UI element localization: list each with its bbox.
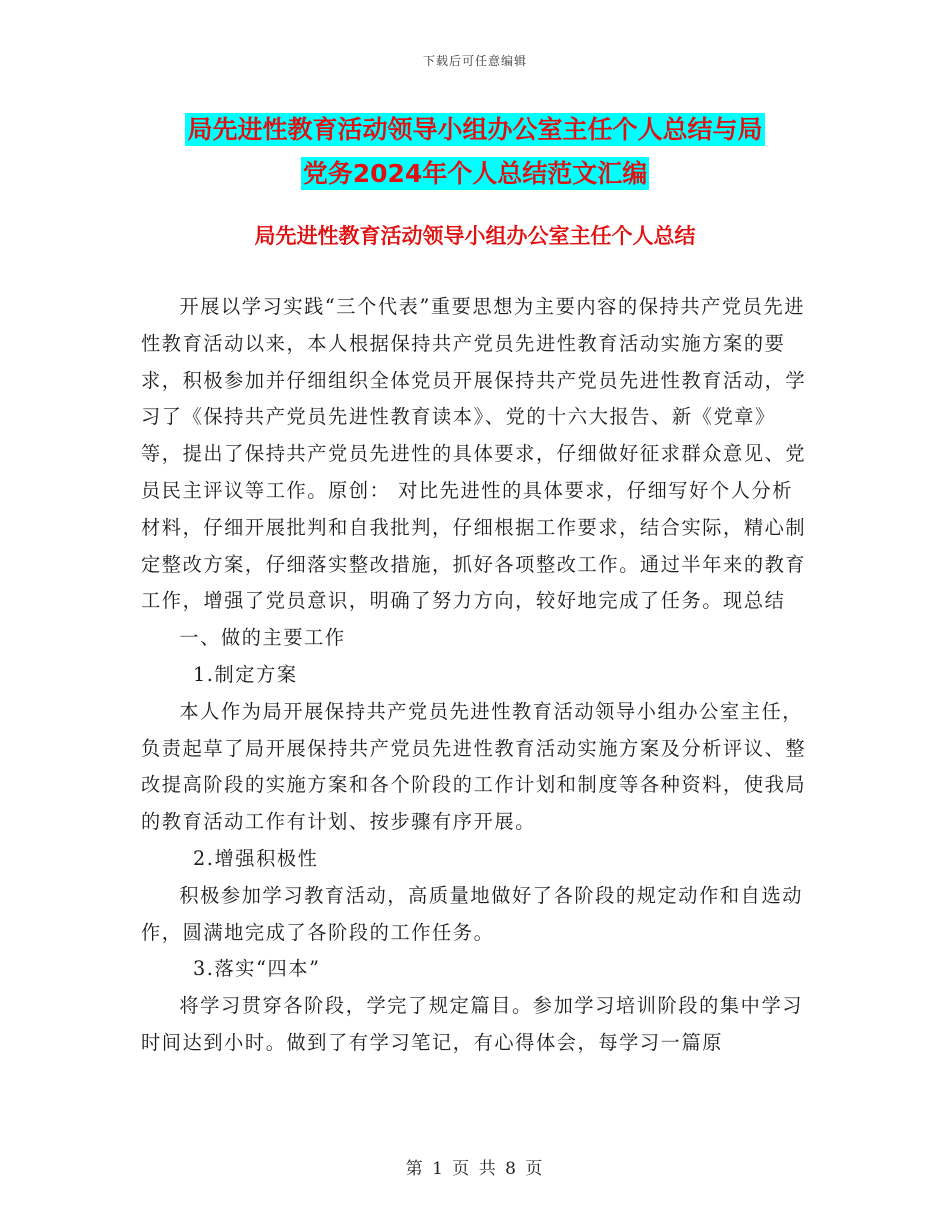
- document-title: [140, 108, 810, 196]
- section-title: 局先进性教育活动领导小组办公室主任个人总结: [254, 224, 696, 248]
- item-heading-2: 2.增强积极性: [193, 846, 319, 870]
- item-paragraph-3: 将学习贯穿各阶段，学完了规定篇目。参加学习培训阶段的集中学习时间达到小时。做到了有学习笔记，有心得体会，每学习一篇原: [141, 994, 804, 1054]
- page-header-note: 下载后可任意编辑: [422, 54, 527, 68]
- document-title-line-2: 党务2024年个人总结范文汇编: [302, 159, 648, 188]
- item-paragraph-2: 积极参加学习教育活动，高质量地做好了各阶段的规定动作和自选动作，圆满地完成了各阶段的工作任务。: [141, 883, 804, 944]
- item-heading-1: 1.制定方案: [193, 662, 298, 686]
- document-body: [141, 289, 813, 1062]
- document-title-line-1: 局先进性教育活动领导小组办公室主任个人总结与局: [187, 115, 763, 144]
- intro-paragraph: 开展以学习实践“三个代表”重要思想为主要内容的保持共产党员先进性教育活动以来，本人根据保持共产党员先进性教育活动实施方案的要求，积极参加并仔细组织全体党员开展保持共产党员先进性教育活动，学习了《保持共产党员先进性教育读本》、党的十六大报告、新《党章》等，提出了保持共产党员先进性的具体要求，仔细做好征求群众意见、党员民主评议等工作。原创： 对比先进性的具体要求，仔细写好个人分析材料，仔细开展批判和自我批判，仔细根据工作要求，结合实际，精心制定整改方案，仔细落实整改措施，抓好各项整改工作。通过半年来的教育工作，增强了党员意识，明确了努力方向，较好地完成了任务。现总结: [141, 295, 807, 613]
- item-heading-3: 3.落实“四本”: [193, 957, 321, 981]
- page-number-footer: 第 1 页 共 8 页: [405, 1159, 545, 1179]
- section-heading-main-work: 一、做的主要工作: [179, 626, 346, 650]
- item-paragraph-1: 本人作为局开展保持共产党员先进性教育活动领导小组办公室主任，负责起草了局开展保持共产党员先进性教育活动实施方案及分析评议、整改提高阶段的实施方案和各个阶段的工作计划和制度等各种资料，使我局的教育活动工作有计划、按步骤有序开展。: [141, 699, 807, 834]
